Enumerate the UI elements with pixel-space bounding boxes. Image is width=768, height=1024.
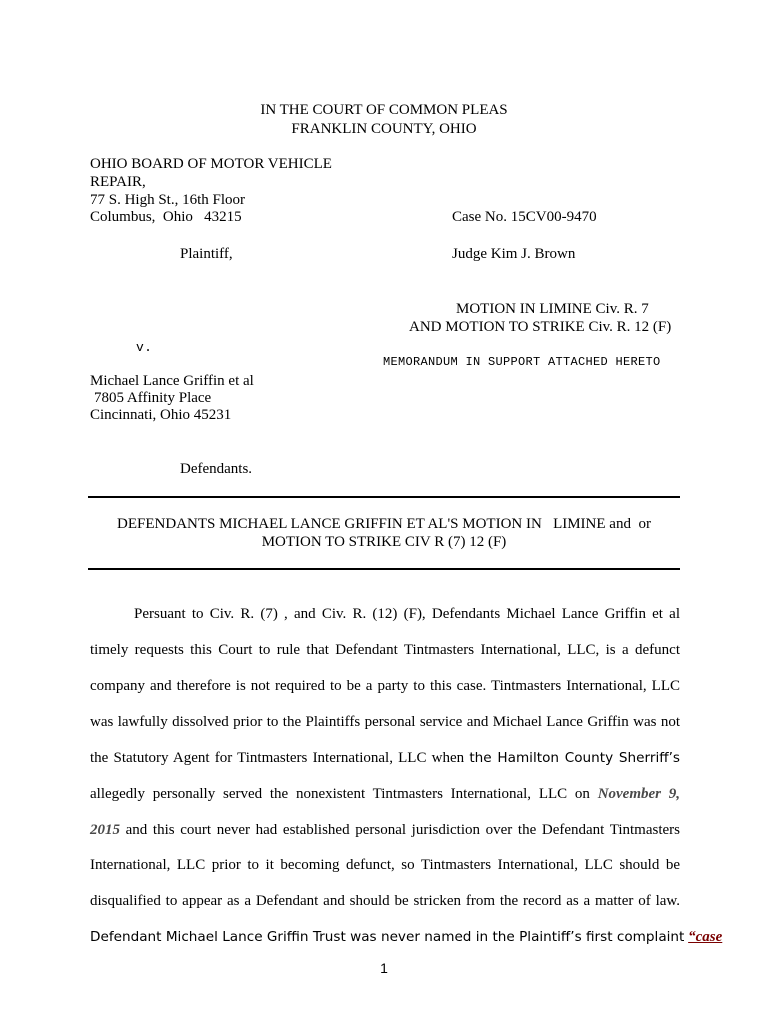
plaintiff-address-line1: 77 S. High St., 16th Floor bbox=[90, 192, 246, 208]
body-line bbox=[90, 928, 723, 946]
body-line: Persuant to Civ. R. (7) , and Civ. R. (12) (F), Defendants Michael Lance Griffin et al bbox=[134, 606, 680, 622]
motion-title-line2: AND MOTION TO STRIKE Civ. R. 12 (F) bbox=[409, 319, 672, 335]
body-line: International, LLC prior to it becoming defunct, so Tintmasters International, LLC should be bbox=[90, 857, 680, 873]
case-reference-link[interactable]: “case bbox=[688, 929, 723, 945]
body-text: the Statutory Agent for Tintmasters International, LLC when bbox=[90, 750, 465, 766]
body-line bbox=[90, 785, 680, 803]
body-line bbox=[90, 821, 680, 839]
body-text-sans: the Hamilton County Sherriff’s bbox=[469, 750, 681, 766]
body-line: timely requests this Court to rule that Defendant Tintmasters International, LLC, is a defunct bbox=[90, 642, 680, 658]
body-text-sans: Defendant Michael Lance Griffin Trust was never named in the Plaintiff’s first complaint bbox=[90, 929, 685, 945]
case-number: Case No. 15CV00-9470 bbox=[452, 209, 597, 225]
defendant-name: Michael Lance Griffin et al bbox=[90, 373, 254, 389]
plaintiff-role: Plaintiff, bbox=[180, 246, 233, 262]
plaintiff-name-line2: REPAIR, bbox=[90, 174, 146, 190]
body-text: and this court never had established personal jurisdiction over the Defendant Tintmasters bbox=[125, 822, 680, 838]
judge-name: Judge Kim J. Brown bbox=[452, 246, 576, 262]
court-name: IN THE COURT OF COMMON PLEAS bbox=[260, 102, 508, 118]
service-date: November 9, bbox=[597, 786, 681, 802]
heading-top-rule bbox=[88, 496, 680, 498]
heading-bottom-rule bbox=[88, 568, 680, 570]
defendant-address-line1: 7805 Affinity Place bbox=[94, 390, 212, 406]
body-line: company and therefore is not required to be a party to this case. Tintmasters International, LLC bbox=[90, 678, 680, 694]
body-line bbox=[90, 749, 680, 767]
court-county: FRANKLIN COUNTY, OHIO bbox=[291, 121, 477, 137]
service-year: 2015 bbox=[90, 822, 120, 838]
heading-line2: MOTION TO STRIKE CIV R (7) 12 (F) bbox=[261, 534, 507, 550]
motion-title-line1: MOTION IN LIMINE Civ. R. 7 bbox=[456, 301, 649, 317]
plaintiff-address-line2: Columbus, Ohio 43215 bbox=[90, 209, 242, 225]
page-number: 1 bbox=[380, 960, 388, 976]
defendant-role: Defendants. bbox=[180, 461, 253, 477]
defendant-address-line2: Cincinnati, Ohio 45231 bbox=[90, 407, 232, 423]
plaintiff-name-line1: OHIO BOARD OF MOTOR VEHICLE bbox=[90, 156, 332, 172]
body-line: disqualified to appear as a Defendant and should be stricken from the record as a matter of law. bbox=[90, 893, 680, 909]
versus: v. bbox=[136, 340, 153, 355]
body-line: was lawfully dissolved prior to the Plaintiffs personal service and Michael Lance Griffin was not bbox=[90, 714, 680, 730]
body-text: allegedly personally served the nonexistent Tintmasters International, LLC on bbox=[90, 786, 590, 802]
heading-line1: DEFENDANTS MICHAEL LANCE GRIFFIN ET AL'S MOTION IN LIMINE and or bbox=[117, 516, 651, 532]
memorandum-note: MEMORANDUM IN SUPPORT ATTACHED HERETO bbox=[383, 355, 661, 369]
